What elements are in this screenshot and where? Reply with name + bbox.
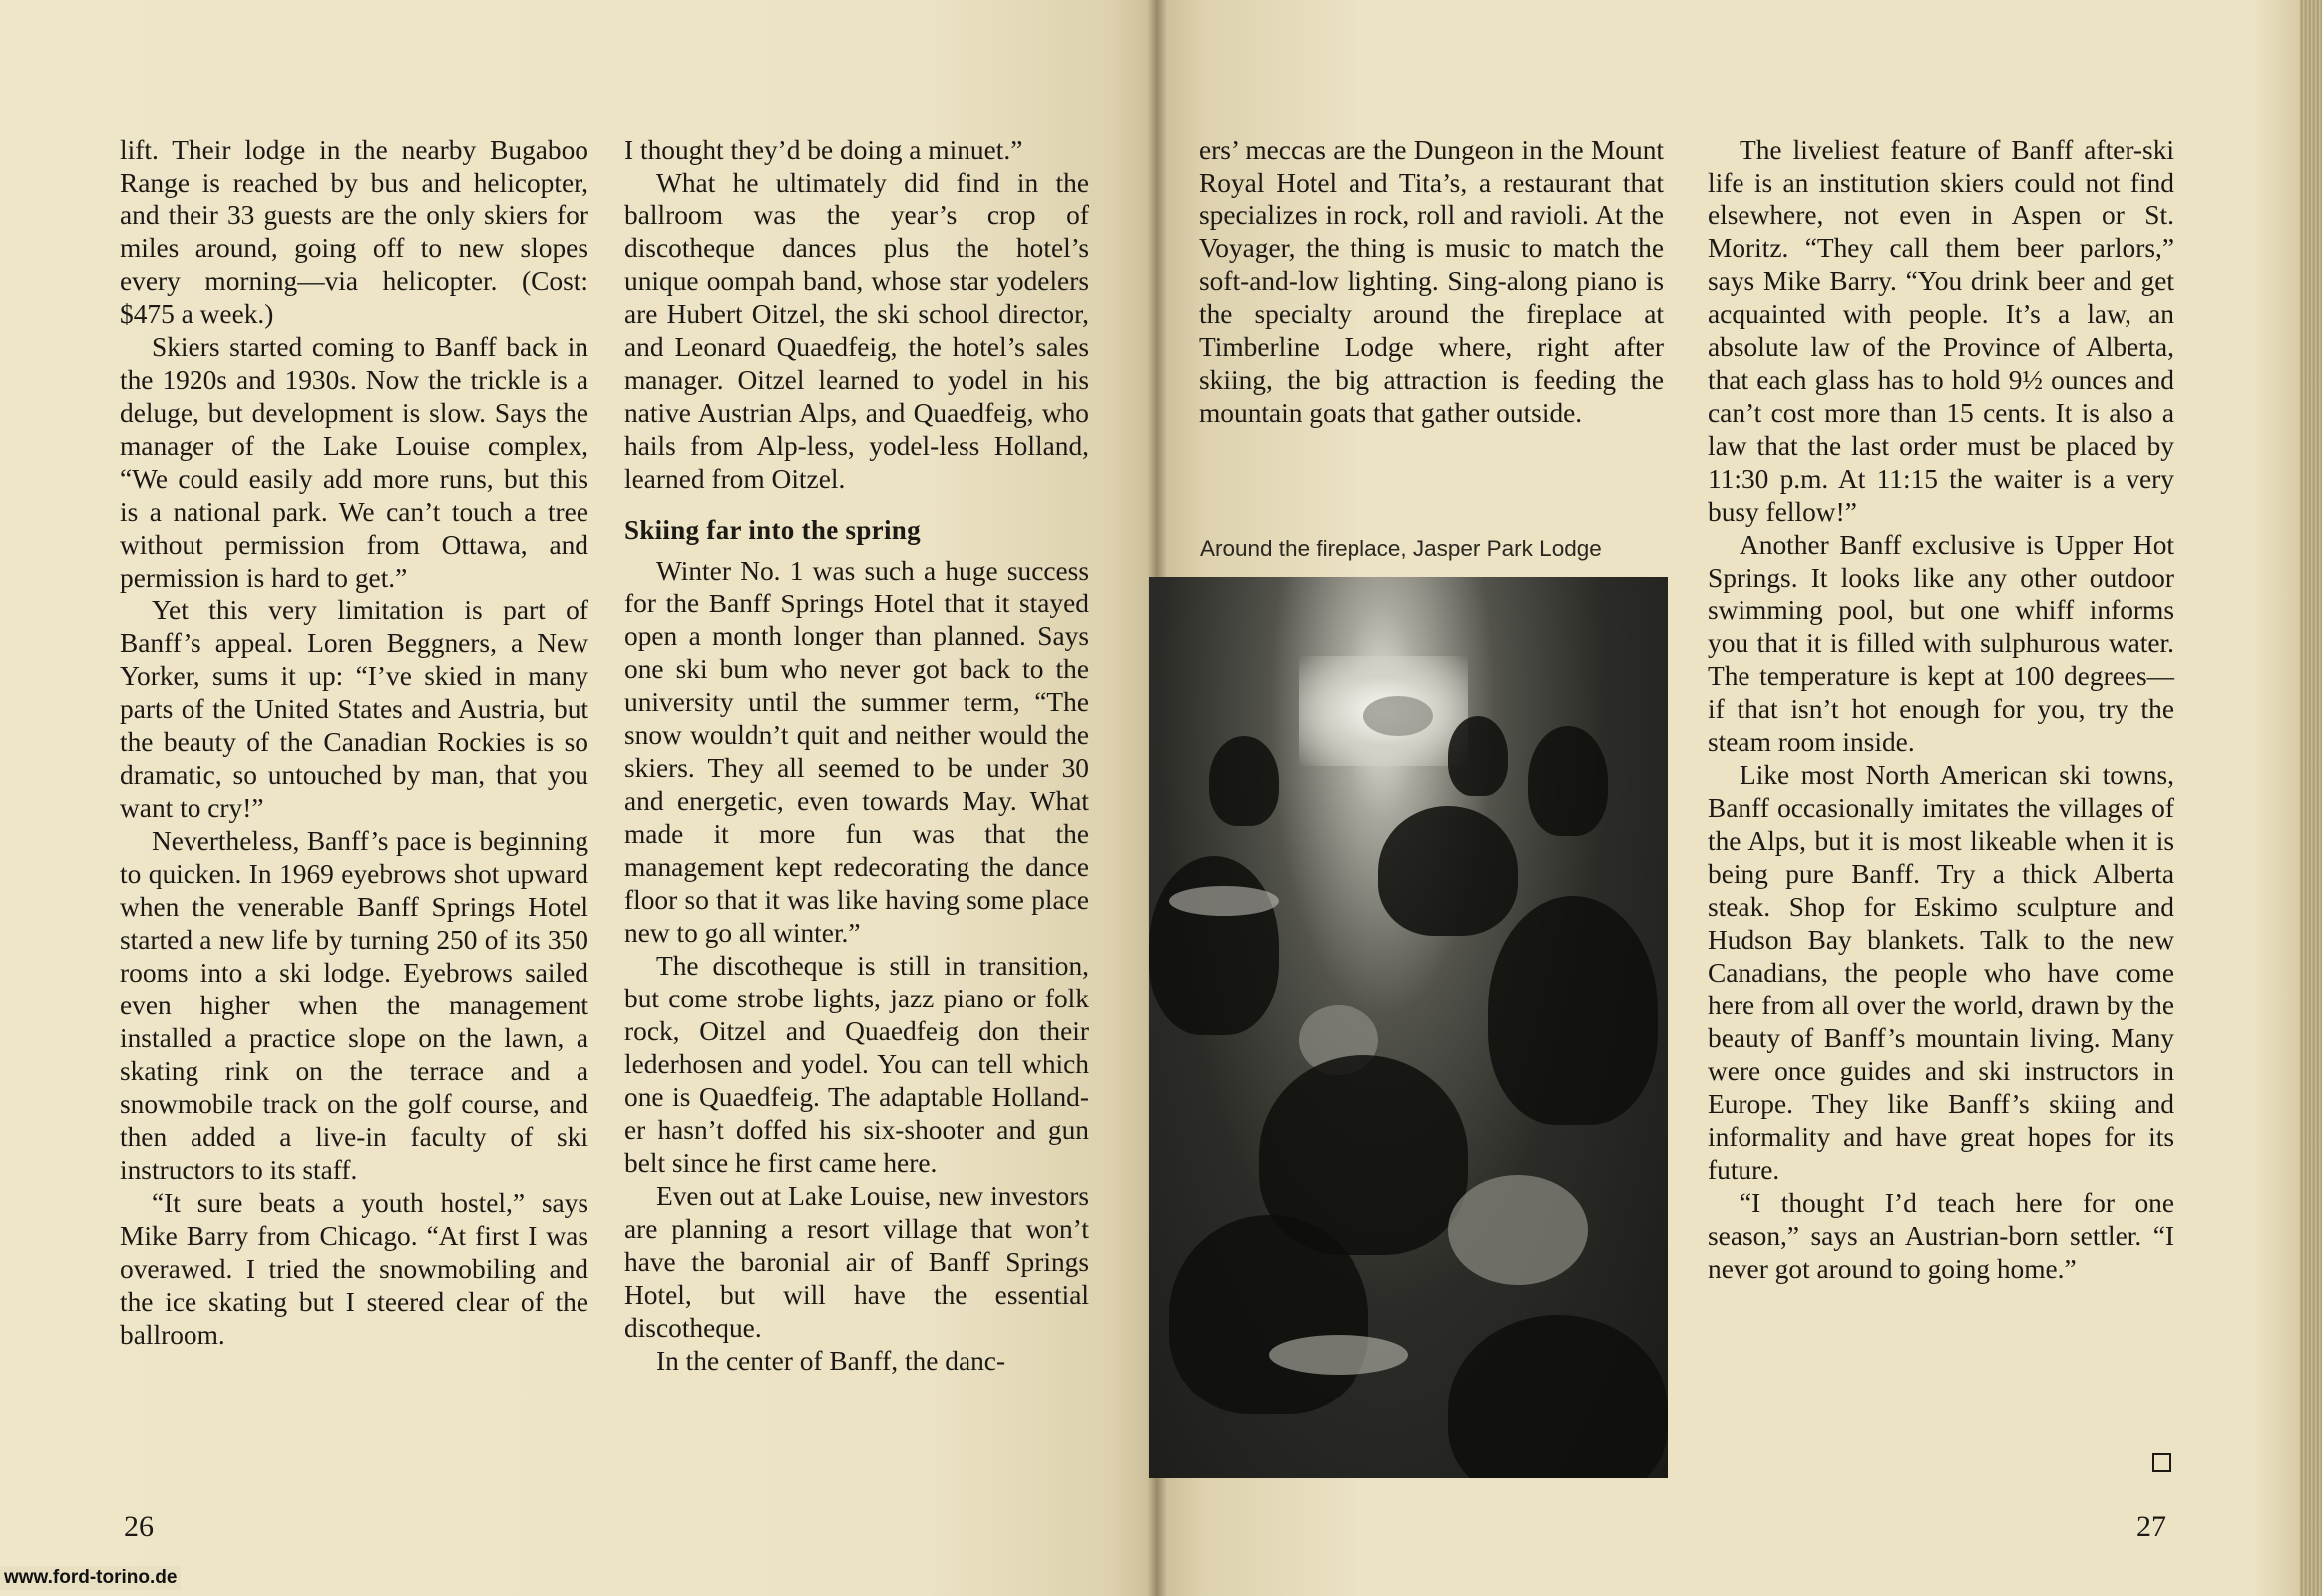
photo-table [1269, 1335, 1408, 1375]
photo-table [1169, 886, 1279, 916]
paragraph: The discotheque is still in transition, but come strobe lights, jazz piano or folk rock, Oitzel and Quaedfeig don their lederhosen and yodel. You can tell which one is Quaedfeig. The adaptable Hollander hasn’t doffed his six-shooter and gun belt since he first came here. [624, 951, 1089, 1178]
paragraph: Like most North American ski towns, Banff occasionally imitates the villages of the Alps, but it is most likeable when it is being pure Banff. Try a thick Alberta steak. Shop for Eskimo sculpture and Hudson Bay blankets. Talk to the new Canadians, the people who have come here from all over the world, drawn by the beauty of Banff’s mountain living. Many were once guides and ski instructors in Europe. They like Banff’s skiing and informality and have great hopes for its future. [1708, 760, 2174, 1185]
right-column-1 [1199, 134, 1664, 430]
page-number-right: 27 [2136, 1510, 2166, 1543]
paragraph: Skiers started coming to Banff back in the 1920s and 1930s. Now the trickle is a deluge, but development is slow. Says the manager of the Lake Louise complex, “We could easily add more runs, but this is a national park. We can’t touch a tree without permission from Ottawa, and permission is hard to get.” [120, 332, 588, 593]
right-column-2 [1708, 134, 2174, 1286]
photo-figure [1209, 736, 1279, 826]
paragraph: Nevertheless, Banff’s pace is beginning to quicken. In 1969 eyebrows shot upward when the venerable Banff Springs Hotel started a new life by turning 250 of its 350 rooms into a ski lodge. Eyebrows sailed even higher when the management installed a practice slope on the lawn, a skating rink on the terrace and a snowmobile track on the golf course, and then added a live-in faculty of ski instructors to its staff. [120, 826, 588, 1185]
paragraph: Winter No. 1 was such a huge success for the Banff Springs Hotel that it stayed open a month longer than planned. Says one ski bum who never got back to the university until the summer term, “The snow wouldn’t quit and neither would the skiers. They all seemed to be under 30 and energetic, even towards May. What made it more fun was that the management kept redecorating the dance floor so that it was like having some place new to go all winter.” [624, 556, 1089, 948]
fireplace-photo [1149, 577, 1668, 1478]
paragraph: The liveliest feature of Banff after-ski life is an institution skiers could not find elsewhere, not even in Aspen or St. Moritz. “They call them beer parlors,” says Mike Barry. “You drink beer and get acquainted with people. It’s a law, an absolute law of the Province of Alberta, that each glass has to hold 9½ ounces and can’t cost more than 15 cents. It is also a law that the last order must be placed by 11:30 p.m. At 11:15 the waiter is a very busy fellow!” [1708, 135, 2174, 527]
photo-figure [1448, 716, 1508, 796]
photo-detail [1363, 696, 1433, 736]
paragraph: In the center of Banff, the danc- [656, 1346, 1006, 1376]
photo-figure [1488, 896, 1658, 1125]
paragraph: Another Banff exclusive is Upper Hot Springs. It looks like any other outdoor swimming pool, but one whiff informs you that it is filled with sulphurous water. The temperature is kept at 100 degrees—if that isn’t hot enough for you, try the steam room inside. [1708, 530, 2174, 757]
paragraph: Even out at Lake Louise, new investors are planning a resort village that won’t have the baronial air of Banff Springs Hotel, but will have the essential discotheque. [624, 1181, 1089, 1343]
page-edge [2300, 0, 2322, 1596]
paragraph: “It sure beats a youth hostel,” says Mike Barry from Chicago. “At first I was overawed. I tried the snowmobiling and the ice skating but I steered clear of the ballroom. [120, 1188, 588, 1350]
photo-figure [1528, 726, 1608, 836]
page-number-left: 26 [124, 1510, 154, 1543]
hollow-square-icon [2152, 1453, 2171, 1472]
photo-figure [1378, 806, 1518, 936]
photo-caption: Around the fireplace, Jasper Park Lodge [1200, 536, 1602, 561]
watermark: www.ford-torino.de [0, 1566, 181, 1590]
photo-figure [1149, 856, 1279, 1035]
photo-figure [1448, 1315, 1668, 1478]
paragraph: Yet this very limitation is part of Banff’s appeal. Loren Beggners, a New Yorker, sums it up: “I’ve skied in many parts of the United States and Austria, but the beauty of the Canadian Rockies is so dramatic, so untouched by man, that you want to cry!” [120, 596, 588, 823]
section-subhead: Skiing far into the spring [624, 515, 921, 545]
left-page [0, 0, 1157, 1596]
paragraph: ers’ meccas are the Dungeon in the Mount Royal Hotel and Tita’s, a restaurant that specializes in rock, roll and ravioli. At the Voyager, the thing is music to match the soft-and-low lighting. Sing-along piano is the specialty around the fireplace at Timberline Lodge where, right after skiing, the big attraction is feeding the mountain goats that gather outside. [1199, 135, 1664, 428]
paragraph: “I thought I’d teach here for one season,” says an Austrian-born settler. “I never got around to going home.” [1708, 1188, 2174, 1284]
left-column-2 [624, 134, 1089, 1378]
paragraph: What he ultimately did find in the ballroom was the year’s crop of discotheque dances plus the hotel’s unique oompah band, whose star yodelers are Hubert Oitzel, the ski school director, and Leonard Quaedfeig, the hotel’s sales manager. Oitzel learned to yodel in his native Austrian Alps, and Quaedfeig, who hails from Alp-less, yodel-less Holland, learned from Oitzel. [624, 168, 1089, 494]
photo-figure [1169, 1215, 1368, 1414]
left-column-1 [120, 134, 588, 1352]
paragraph: lift. Their lodge in the nearby Bugaboo Range is reached by bus and helicopter, and their 33 guests are the only skiers for miles around, going off to new slopes every morning—via helicopter. (Cost: $475 a week.) [120, 135, 588, 329]
paragraph: I thought they’d be doing a minuet.” [624, 135, 1023, 165]
photo-detail [1448, 1175, 1588, 1285]
